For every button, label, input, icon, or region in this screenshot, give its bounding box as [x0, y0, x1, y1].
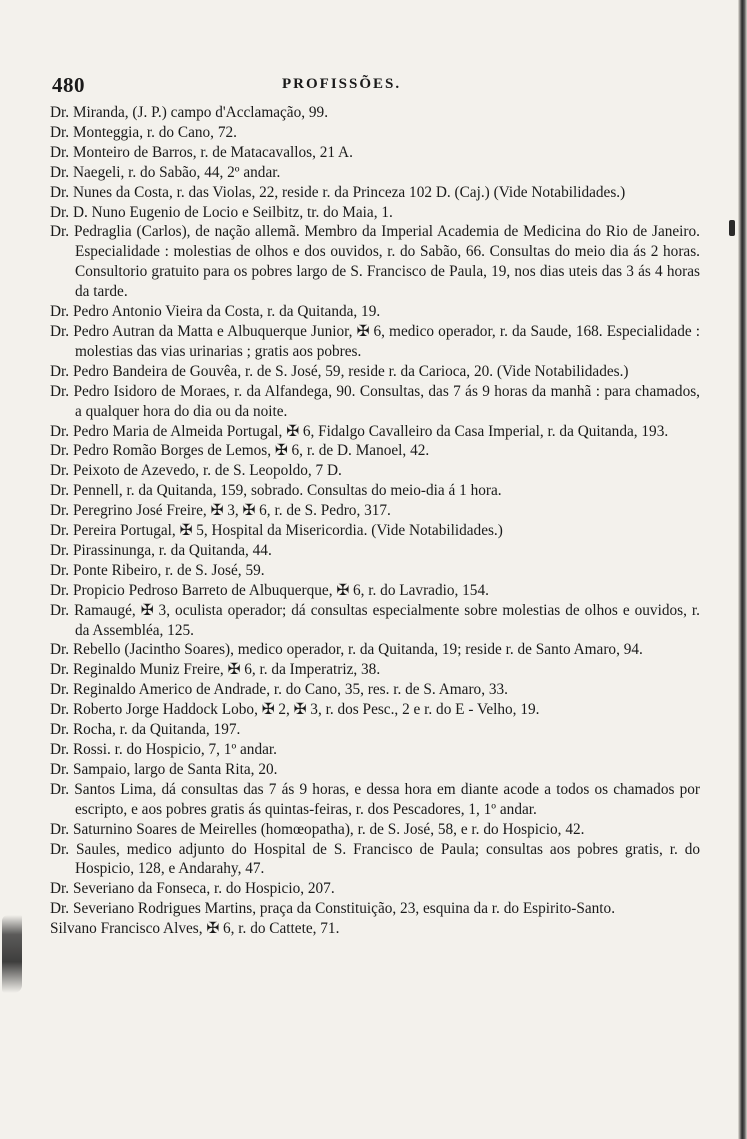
directory-entry: Dr. Pedro Bandeira de Gouvêa, r. de S. José, 59, reside r. da Carioca, 20. (Vide Notabilidades.) [50, 362, 629, 380]
directory-entry: Dr. Rocha, r. da Quitanda, 197. [50, 721, 241, 739]
directory-entry: Dr. Ponte Ribeiro, r. de S. José, 59. [50, 561, 265, 579]
page-number: 480 [52, 73, 85, 97]
directory-entry: Dr. Santos Lima, dá consultas das 7 ás 9 horas, e dessa hora em diante acode a todos os chamados por escripto, e aos pobres gratis ás quintas-feiras, r. dos Pescadores, 1, 1º andar. [50, 780, 700, 818]
directory-listing [50, 103, 700, 939]
directory-entry: Dr. Roberto Jorge Haddock Lobo, ✠ 2, ✠ 3, r. dos Pesc., 2 e r. do E - Velho, 19. [50, 701, 540, 719]
directory-entry: Dr. Ramaugé, ✠ 3, oculista operador; dá consultas especialmente sobre molestias de olhos e ouvidos, r. da Assembléa, 125. [50, 601, 700, 639]
directory-entry: Dr. Miranda, (J. P.) campo d'Acclamação, 99. [50, 104, 329, 121]
directory-entry: Dr. Severiano Rodrigues Martins, praça da Constituição, 23, esquina da r. do Espirito-Santo. [50, 900, 616, 918]
page-edge-mark [729, 220, 735, 236]
running-title: PROFISSÕES. [282, 76, 402, 92]
page-smudge [2, 915, 22, 993]
directory-entry: Dr. Nunes da Costa, r. das Violas, 22, reside r. da Princeza 102 D. (Caj.) (Vide Notabilidades.) [50, 183, 626, 201]
directory-entry: Silvano Francisco Alves, ✠ 6, r. do Cattete, 71. [50, 920, 340, 938]
directory-entry: Dr. D. Nuno Eugenio de Locio e Seilbitz, tr. do Maia, 1. [50, 203, 393, 221]
directory-entry: Dr. Saules, medico adjunto do Hospital de S. Francisco de Paula; consultas aos pobres gratis, r. do Hospicio, 128, e Andarahy, 47. [50, 840, 700, 878]
page-header [52, 73, 692, 97]
directory-entry: Dr. Peregrino José Freire, ✠ 3, ✠ 6, r. de S. Pedro, 317. [50, 502, 391, 520]
directory-entry: Dr. Sampaio, largo de Santa Rita, 20. [50, 760, 278, 778]
directory-entry: Dr. Reginaldo Americo de Andrade, r. do Cano, 35, res. r. de S. Amaro, 33. [50, 681, 508, 699]
directory-entry: Dr. Reginaldo Muniz Freire, ✠ 6, r. da Imperatriz, 38. [50, 661, 381, 679]
directory-entry: Dr. Rossi. r. do Hospicio, 7, 1º andar. [50, 741, 277, 758]
directory-entry: Dr. Saturnino Soares de Meirelles (homœopatha), r. de S. José, 58, e r. do Hospicio, 42. [50, 820, 585, 838]
directory-entry: Dr. Monteggia, r. do Cano, 72. [50, 123, 237, 141]
directory-entry: Dr. Pedro Maria de Almeida Portugal, ✠ 6, Fidalgo Cavalleiro da Casa Imperial, r. da Quitanda, 193. [50, 422, 669, 440]
directory-entry: Dr. Pereira Portugal, ✠ 5, Hospital da Misericordia. (Vide Notabilidades.) [50, 522, 503, 540]
directory-entry: Dr. Pedro Antonio Vieira da Costa, r. da Quitanda, 19. [50, 303, 381, 321]
directory-entry: Dr. Monteiro de Barros, r. de Matacavallos, 21 A. [50, 143, 353, 161]
directory-entry: Dr. Peixoto de Azevedo, r. de S. Leopoldo, 7 D. [50, 462, 342, 480]
directory-entry: Dr. Naegeli, r. do Sabão, 44, 2º andar. [50, 163, 281, 181]
directory-entry: Dr. Pennell, r. da Quitanda, 159, sobrado. Consultas do meio-dia á 1 hora. [50, 482, 502, 500]
page-binding-edge [738, 0, 747, 1139]
directory-entry: Dr. Propicio Pedroso Barreto de Albuquerque, ✠ 6, r. do Lavradio, 154. [50, 581, 489, 599]
directory-entry: Dr. Pedraglia (Carlos), de nação allemã. Membro da Imperial Academia de Medicina do Rio de Janeiro. Especialidade : molestias de olhos e dos ouvidos, r. do Sabão, 66. Consultas do meio dia ás 2 horas. Consultorio gratuito para os pobres largo de S. Francisco de Paula, 19, nos dias uteis das 3 ás 4 horas da tarde. [50, 223, 700, 301]
directory-entry: Dr. Pedro Autran da Matta e Albuquerque Junior, ✠ 6, medico operador, r. da Saude, 168. Especialidade : molestias das vias urinarias ; gratis aos pobres. [50, 322, 700, 360]
directory-entry: Dr. Severiano da Fonseca, r. do Hospicio, 207. [50, 880, 335, 898]
directory-entry: Dr. Pedro Romão Borges de Lemos, ✠ 6, r. de D. Manoel, 42. [50, 442, 430, 460]
directory-entry: Dr. Pedro Isidoro de Moraes, r. da Alfandega, 90. Consultas, das 7 ás 9 horas da manhã : para chamados, a qualquer hora do dia ou da noite. [50, 382, 700, 420]
directory-entry: Dr. Pirassinunga, r. da Quitanda, 44. [50, 541, 272, 559]
directory-entry: Dr. Rebello (Jacintho Soares), medico operador, r. da Quitanda, 19; reside r. de Santo Amaro, 94. [50, 641, 643, 659]
